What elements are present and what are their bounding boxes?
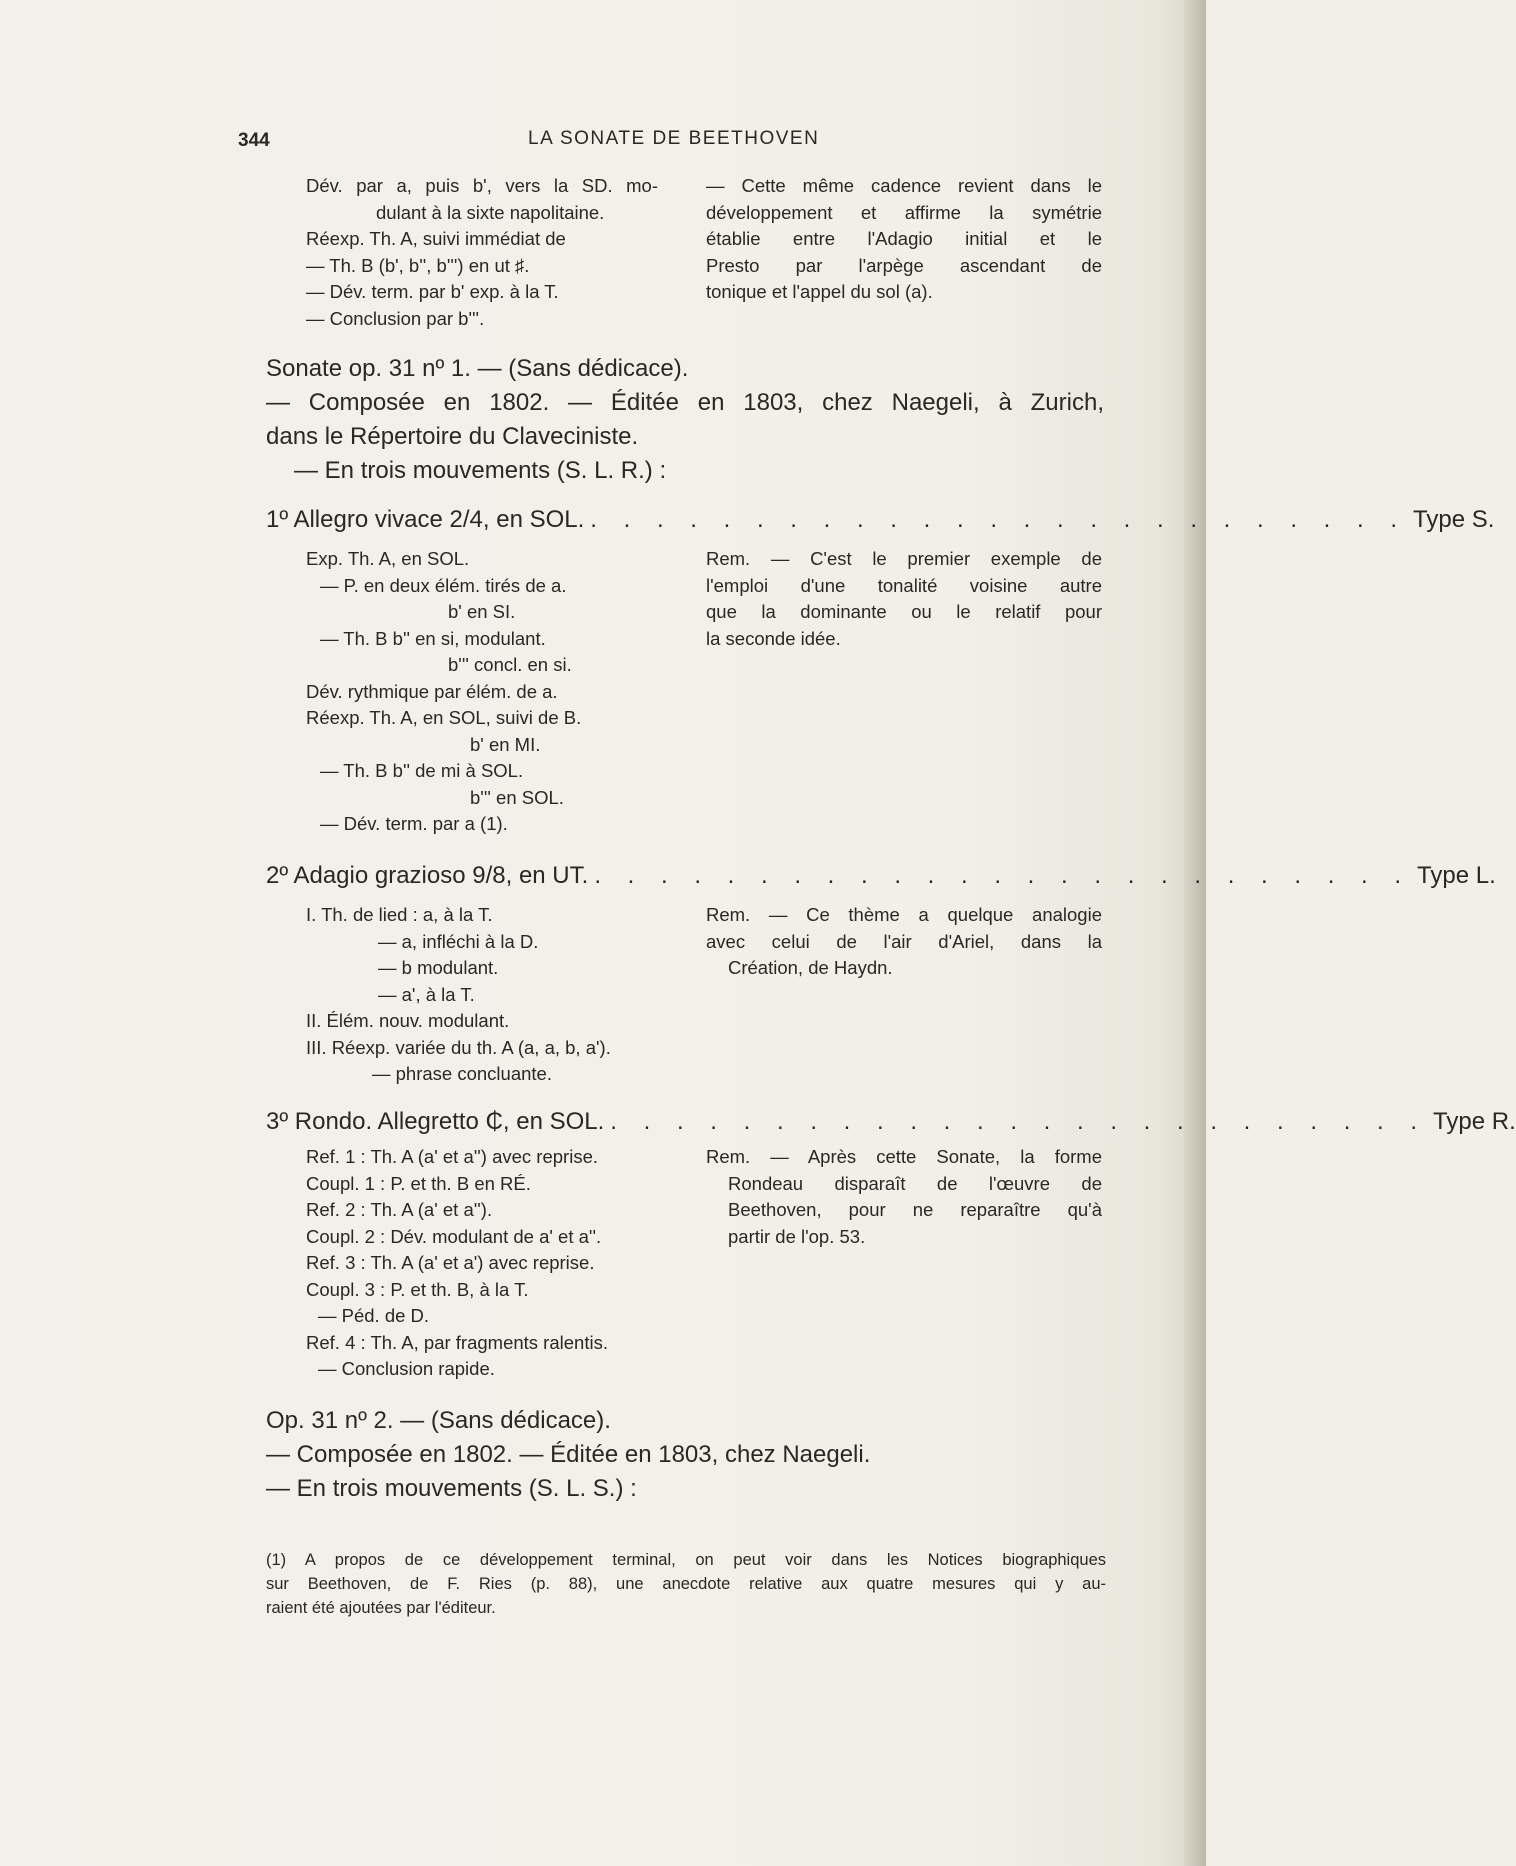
movement-title: 2º Adagio grazioso 9/8, en UT. [266,862,589,889]
heading-line: — En trois mouvements (S. L. R.) : [294,457,667,484]
remark-line: que la dominante ou le relatif pour [706,601,1102,622]
analysis-line: Ref. 1 : Th. A (a' et a'') avec reprise. [306,1146,598,1167]
text-line: Dév. par a, puis b', vers la SD. mo- [306,175,658,196]
analysis-line: Dév. rythmique par élém. de a. [306,680,558,702]
text-line: dulant à la sixte napolitaine. [376,201,605,223]
analysis-line: — P. en deux élém. tirés de a. [320,574,567,596]
analysis-line: Exp. Th. A, en SOL. [306,548,470,569]
footnote-line: (1) A propos de ce développement terminal, on peut voir dans les Notices biographiques [266,1551,1106,1569]
movement-2-remark [706,902,1102,982]
text-line: — Cette même cadence revient dans le [706,175,1102,196]
sonata-heading: Sonate op. 31 nº 1. — (Sans dédicace). [266,355,689,382]
footnote [266,1548,1106,1620]
text-line: Réexp. Th. A, suivi immédiat de [306,228,566,249]
analysis-line: b''' en SOL. [470,786,564,808]
analysis-line: — Th. B b'' en si, modulant. [320,627,546,649]
text-line: Presto par l'arpège ascendant de [706,254,1102,276]
analysis-line: b''' concl. en si. [448,654,572,675]
text-line: — Dév. term. par b' exp. à la T. [306,281,559,302]
top-left-column [306,173,658,332]
text-line: — Th. B (b', b'', b''') en ut ♯. [306,254,530,276]
remark-line: la seconde idée. [706,627,841,649]
movement-title-3 [266,1106,1516,1138]
remark-line: Rem. — C'est le premier exemple de [706,548,1102,569]
remark-line: l'emploi d'une tonalité voisine autre [706,574,1102,596]
heading-line: — Composée en 1802. — Éditée en 1803, chez Naegeli. [266,1441,871,1468]
text-line: développement et affirme la symétrie [706,201,1102,223]
running-head: LA SONATE DE BEETHOVEN [528,128,820,149]
text-line: tonique et l'appel du sol (a). [706,281,933,302]
sonata-2-heading-block [266,1404,1104,1506]
remark-line: Rem. — Après cette Sonate, la forme [706,1146,1102,1167]
remark-line: Création, de Haydn. [728,957,893,978]
sonata-heading-block [266,352,1104,488]
analysis-line: Coupl. 1 : P. et th. B en RÉ. [306,1172,531,1194]
dot-leader: . . . . . . . . . . . . . . . . . . . . . . . . . [610,1108,1428,1135]
movement-title-1 [266,504,1495,536]
remark-line: Beethoven, pour ne reparaître qu'à [728,1199,1102,1220]
analysis-line: — Conclusion rapide. [318,1358,495,1379]
analysis-line: Ref. 3 : Th. A (a' et a') avec reprise. [306,1252,595,1273]
movement-3-remark [706,1144,1102,1250]
analysis-line: Coupl. 2 : Dév. modulant de a' et a''. [306,1225,602,1247]
analysis-line: — phrase concluante. [372,1063,552,1084]
movement-1-remark [706,546,1102,652]
analysis-line: — Th. B b'' de mi à SOL. [320,760,524,781]
analysis-line: — a, infléchi à la D. [378,930,539,952]
heading-line: dans le Répertoire du Claveciniste. [266,423,639,450]
remark-line: Rondeau disparaît de l'œuvre de [728,1172,1102,1194]
movement-type: Type L. [1417,862,1496,889]
heading-line: — En trois mouvements (S. L. S.) : [266,1475,637,1502]
analysis-line: b' en MI. [470,733,541,755]
movement-title: 1º Allegro vivace 2/4, en SOL. [266,506,585,533]
page-edge [1184,0,1206,1866]
footnote-line: sur Beethoven, de F. Ries (p. 88), une anecdote relative aux quatre mesures qui y au- [266,1575,1106,1593]
remark-line: avec celui de l'air d'Ariel, dans la [706,930,1102,952]
movement-type: Type R. [1433,1108,1516,1135]
movement-2-analysis [306,902,706,1088]
analysis-line: Ref. 2 : Th. A (a' et a''). [306,1199,493,1220]
dot-leader: . . . . . . . . . . . . . . . . . . . . . . . . . [590,506,1408,533]
sonata-heading: Op. 31 nº 2. — (Sans dédicace). [266,1407,611,1434]
analysis-line: III. Réexp. variée du th. A (a, a, b, a'). [306,1036,611,1058]
analysis-line: — b modulant. [378,957,499,978]
footnote-line: raient été ajoutées par l'éditeur. [266,1599,496,1617]
remark-line: Rem. — Ce thème a quelque analogie [706,904,1102,925]
movement-title: 3º Rondo. Allegretto ₵, en SOL. [266,1108,605,1135]
movement-title-2 [266,860,1496,892]
top-right-column [706,173,1102,306]
remark-line: partir de l'op. 53. [728,1225,866,1247]
analysis-line: Coupl. 3 : P. et th. B, à la T. [306,1278,529,1300]
analysis-line: — a', à la T. [378,983,475,1005]
text-line: — Conclusion par b'''. [306,307,485,329]
analysis-line: II. Élém. nouv. modulant. [306,1010,510,1031]
analysis-line: b' en SI. [448,601,516,622]
movement-type: Type S. [1413,506,1495,533]
dot-leader: . . . . . . . . . . . . . . . . . . . . . . . . . [594,862,1412,889]
text-line: établie entre l'Adagio initial et le [706,228,1102,249]
analysis-line: I. Th. de lied : a, à la T. [306,904,493,925]
analysis-line: — Péd. de D. [318,1305,430,1326]
heading-line: — Composée en 1802. — Éditée en 1803, chez Naegeli, à Zurich, [266,389,1104,416]
analysis-line: — Dév. term. par a (1). [320,813,508,834]
analysis-line: Réexp. Th. A, en SOL, suivi de B. [306,707,582,728]
analysis-line: Ref. 4 : Th. A, par fragments ralentis. [306,1331,608,1353]
movement-3-analysis [306,1144,706,1383]
movement-1-analysis [306,546,676,838]
page-number: 344 [238,130,270,151]
